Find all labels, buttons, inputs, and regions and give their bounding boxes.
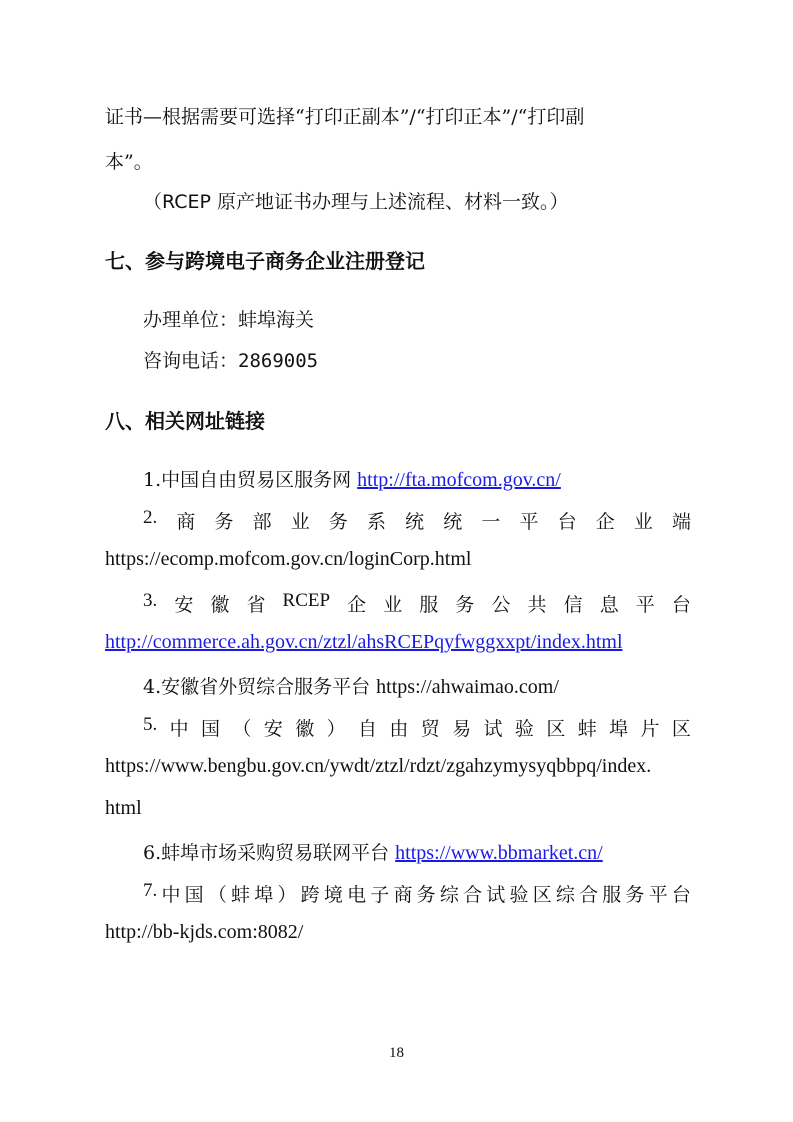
bengbu-url[interactable]: https://www.bengbu.gov.cn/ywdt/ztzl/rdzt/zgahzymysyqbbpq/index. [105,755,652,777]
label-char: 务 [625,884,645,906]
label-char: 埠 [609,718,629,740]
phone-line [143,346,318,373]
section-heading: 八、相关网址链接 [105,409,265,433]
label-char: 信 [563,594,583,616]
label-char: 务 [455,594,475,616]
label-char: 企 [595,511,615,533]
label-char: 务 [214,511,234,533]
label-char: 蚌 [577,718,597,740]
label-char: 跨 [300,884,320,906]
label-char: 国 [201,718,221,740]
label-char: 业 [633,511,653,533]
label-char: 统 [405,511,425,533]
label-char: 徽 [295,718,315,740]
link-item-4 [143,672,559,699]
label-char: 贸 [420,718,440,740]
body-line: 本”。 [105,151,153,173]
label-char: 易 [452,718,472,740]
link-label: 6.蚌埠市场采购贸易联网平台 [143,842,396,864]
label-char: 验 [509,884,529,906]
label-char: 试 [486,884,506,906]
label-char: 统 [443,511,463,533]
label-char: 业 [290,511,310,533]
label-char: 电 [347,884,367,906]
label-char: 综 [555,884,575,906]
label-char: 3. [143,590,158,611]
label-char: 由 [389,718,409,740]
label-char: 台 [557,511,577,533]
phone-label: 咨询电话： [143,350,239,372]
body-line: 证书—根据需要可选择“打印正副本”/“打印正本”/“打印副 [105,106,585,128]
label-char: 商 [176,511,196,533]
label-char: 中 [161,884,181,906]
label-char: 子 [370,884,390,906]
page-number: 18 [389,1045,404,1061]
label-char: 务 [416,884,436,906]
unit-line: 办理单位：蚌埠海关 [143,309,315,331]
label-char: （ [232,718,252,740]
label-char: 共 [527,594,547,616]
label-char: 区 [671,718,691,740]
label-char: 业 [383,594,403,616]
kjds-url[interactable]: http://bb-kjds.com:8082/ [105,921,304,943]
label-char: 安 [263,718,283,740]
label-char: 合 [463,884,483,906]
label-char: 一 [481,511,501,533]
label-char: 2. [143,507,158,528]
label-char: RCEP [282,590,331,611]
label-char: ） [277,884,297,906]
label-char: 试 [483,718,503,740]
label-char: 安 [174,594,194,616]
label-char: 服 [602,884,622,906]
phone-number: 2869005 [238,350,319,372]
label-char: 商 [393,884,413,906]
label-char: 5. [143,714,158,735]
label-char: 境 [323,884,343,906]
label-char: 平 [648,884,668,906]
ahwaimao-url[interactable]: https://ahwaimao.com/ [376,676,559,698]
link-item-2-label [143,507,691,534]
label-char: 部 [252,511,272,533]
link-item-1 [143,465,561,492]
section-heading: 七、参与跨境电子商务企业注册登记 [105,249,425,273]
label-char: 省 [246,594,266,616]
label-char: 蚌 [231,884,251,906]
label-char: 企 [347,594,367,616]
label-char: ） [326,718,346,740]
label-char: 平 [519,511,539,533]
note-line: （RCEP 原产地证书办理与上述流程、材料一致。） [143,191,569,213]
label-char: 片 [640,718,660,740]
label-char: 端 [671,511,691,533]
label-char: 息 [599,594,619,616]
label-char: 系 [366,511,386,533]
label-char: 中 [169,718,189,740]
link-item-5-label [143,714,691,741]
bengbu-url-cont[interactable]: html [105,797,142,819]
label-char: 务 [328,511,348,533]
label-char: 台 [671,594,691,616]
label-char: 台 [671,884,691,906]
label-char: 自 [357,718,377,740]
label-char: 徽 [210,594,230,616]
link-label: 1.中国自由贸易区服务网 [143,469,358,491]
label-char: 公 [491,594,511,616]
link-label: 4.安徽省外贸综合服务平台 [143,676,377,698]
label-char: 7. [143,880,158,901]
label-char: 服 [419,594,439,616]
label-char: 国 [184,884,204,906]
label-char: 合 [579,884,599,906]
label-char: 综 [439,884,459,906]
label-char: 区 [532,884,552,906]
ecomp-url[interactable]: https://ecomp.mofcom.gov.cn/loginCorp.html [105,548,472,570]
label-char: （ [207,884,227,906]
label-char: 平 [635,594,655,616]
link-item-6 [143,838,603,865]
link-item-7-label [143,880,691,907]
commerce-ah-link[interactable]: http://commerce.ah.gov.cn/ztzl/ahsRCEPqyfwggxxpt/index.html [105,631,623,653]
bbmarket-link[interactable]: https://www.bbmarket.cn/ [395,842,603,864]
label-char: 验 [514,718,534,740]
fta-link[interactable]: http://fta.mofcom.gov.cn/ [357,469,561,491]
link-item-3-label [143,590,691,617]
label-char: 区 [546,718,566,740]
label-char: 埠 [254,884,274,906]
